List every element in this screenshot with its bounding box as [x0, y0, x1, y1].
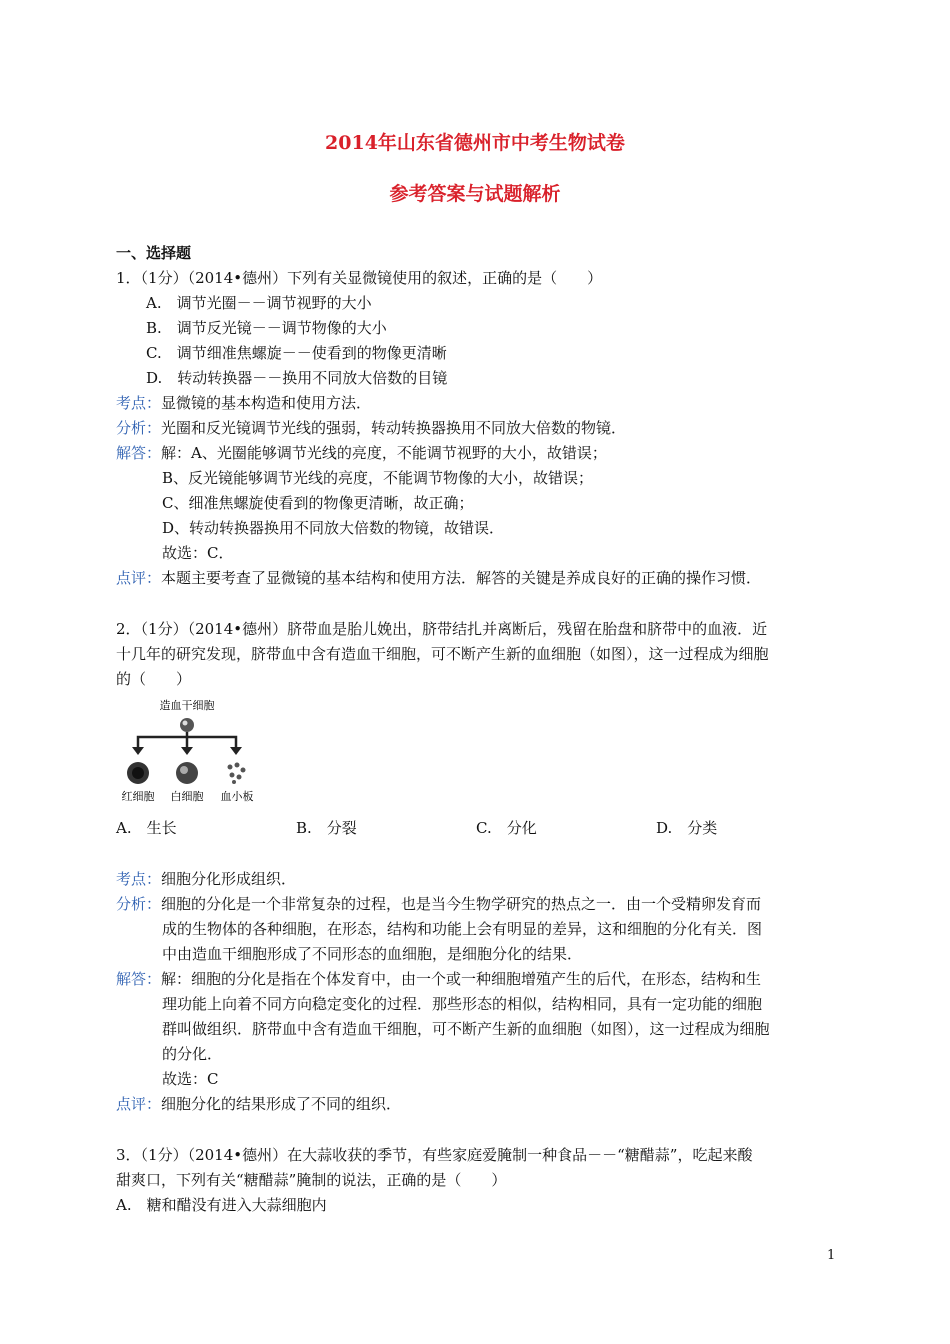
q1-fenxi-text: 光圈和反光镜调节光线的强弱，转动转换器换用不同放大倍数的物镜．	[161, 419, 627, 437]
platelet-icon	[228, 763, 246, 785]
fenxi-label: 分析：	[116, 895, 162, 913]
q1-dianping	[116, 568, 761, 588]
q2-dianping	[116, 1094, 401, 1114]
q2-stem-line: 的（ ）	[116, 670, 192, 688]
document-title: 2014年山东省德州市中考生物试卷	[325, 132, 625, 154]
q2-option-c: C. 分化	[476, 819, 537, 837]
q2-stem-line: 十几年的研究发现，脐带血中含有造血干细胞，可不断产生新的血细胞（如图），这一过程成为细胞	[116, 645, 769, 663]
jieda-label: 解答：	[116, 970, 162, 988]
q2-option-b: B. 分裂	[296, 819, 357, 837]
q1-option-a: A. 调节光圈－－调节视野的大小	[146, 294, 372, 312]
q3-stem-line: 甜爽口，下列有关“糖醋蒜”腌制的说法，正确的是（ ）	[116, 1171, 507, 1189]
q1-option-d: D. 转动转换器－－换用不同放大倍数的目镜	[146, 369, 448, 387]
q2-jieda	[116, 969, 761, 989]
q2-jieda-line: 的分化．	[162, 1045, 223, 1063]
q2-option-d: D. 分类	[656, 819, 718, 837]
q1-jieda-line: C、细准焦螺旋使看到的物像更清晰，故正确；	[162, 494, 474, 512]
q2-jieda-line: 理功能上向着不同方向稳定变化的过程．那些形态的相似，结构相同，具有一定功能的细胞	[162, 995, 763, 1013]
q2-kaodian-text: 细胞分化形成组织．	[161, 870, 297, 888]
q1-option-c: C. 调节细准焦螺旋－－使看到的物像更清晰	[146, 344, 447, 362]
q1-jieda-line: 解：A、光圈能够调节光线的亮度，不能调节视野的大小，故错误；	[161, 444, 607, 462]
kaodian-label: 考点：	[116, 394, 162, 412]
dianping-label: 点评：	[116, 569, 162, 587]
q3-option-a: A. 糖和醋没有进入大蒜细胞内	[116, 1196, 327, 1214]
page-number: 1	[827, 1248, 836, 1263]
q1-fenxi	[116, 418, 626, 438]
q1-jieda-line: B、反光镜能够调节光线的亮度，不能调节物像的大小，故错误；	[162, 469, 594, 487]
q2-jieda-line: 解：细胞的分化是指在个体发育中，由一个或一种细胞增殖产生的后代，在形态，结构和生	[161, 970, 762, 988]
figure-label-platelet: 血小板	[220, 790, 254, 803]
q2-fenxi-line: 细胞的分化是一个非常复杂的过程，也是当今生物学研究的热点之一．由一个受精卵发育而	[161, 895, 762, 913]
q1-option-b: B. 调节反光镜－－调节物像的大小	[146, 319, 387, 337]
q1-kaodian	[116, 393, 371, 413]
figure-label-red: 红细胞	[121, 790, 155, 803]
kaodian-label: 考点：	[116, 870, 162, 888]
q2-stem-line: 2．（1分）（2014•德州）脐带血是胎儿娩出，脐带结扎并离断后，残留在胎盘和脐带中的血液．近	[116, 620, 768, 638]
q1-stem: 1．（1分）（2014•德州）下列有关显微镜使用的叙述，正确的是（ ）	[116, 269, 603, 287]
q1-kaodian-text: 显微镜的基本构造和使用方法．	[161, 394, 372, 412]
q2-kaodian	[116, 869, 296, 889]
q2-jieda-line: 群叫做组织．脐带血中含有造血干细胞，可不断产生新的血细胞（如图），这一过程成为细胞	[162, 1020, 770, 1038]
blood-cell-differentiation-figure	[116, 697, 258, 805]
section-heading: 一、选择题	[116, 244, 192, 262]
q1-jieda	[116, 443, 607, 463]
q1-jieda-line: 故选：C．	[162, 544, 234, 562]
q1-dianping-text: 本题主要考查了显微镜的基本结构和使用方法．解答的关键是养成良好的正确的操作习惯．	[161, 569, 762, 587]
jieda-label: 解答：	[116, 444, 162, 462]
q2-fenxi-line: 成的生物体的各种细胞，在形态，结构和功能上会有明显的差异，这和细胞的分化有关．图	[162, 920, 763, 938]
q2-dianping-text: 细胞分化的结果形成了不同的组织．	[161, 1095, 402, 1113]
figure-label-white: 白细胞	[170, 790, 204, 803]
stem-cell-icon	[180, 718, 194, 732]
q2-fenxi	[116, 894, 761, 914]
figure-label-stem-cell: 造血干细胞	[159, 699, 215, 712]
q2-fenxi-line: 中由造血干细胞形成了不同形态的血细胞，是细胞分化的结果．	[162, 945, 583, 963]
fenxi-label: 分析：	[116, 419, 162, 437]
q2-jieda-line: 故选：C	[162, 1070, 219, 1088]
q2-option-a: A. 生长	[116, 819, 177, 837]
dianping-label: 点评：	[116, 1095, 162, 1113]
document-subtitle: 参考答案与试题解析	[389, 183, 561, 205]
q1-jieda-line: D、转动转换器换用不同放大倍数的物镜，故错误．	[162, 519, 505, 537]
white-blood-cell-icon	[176, 762, 198, 784]
q3-stem-line: 3．（1分）（2014•德州）在大蒜收获的季节，有些家庭爱腌制一种食品－－“糖醋蒜”，吃起来酸	[116, 1146, 753, 1164]
